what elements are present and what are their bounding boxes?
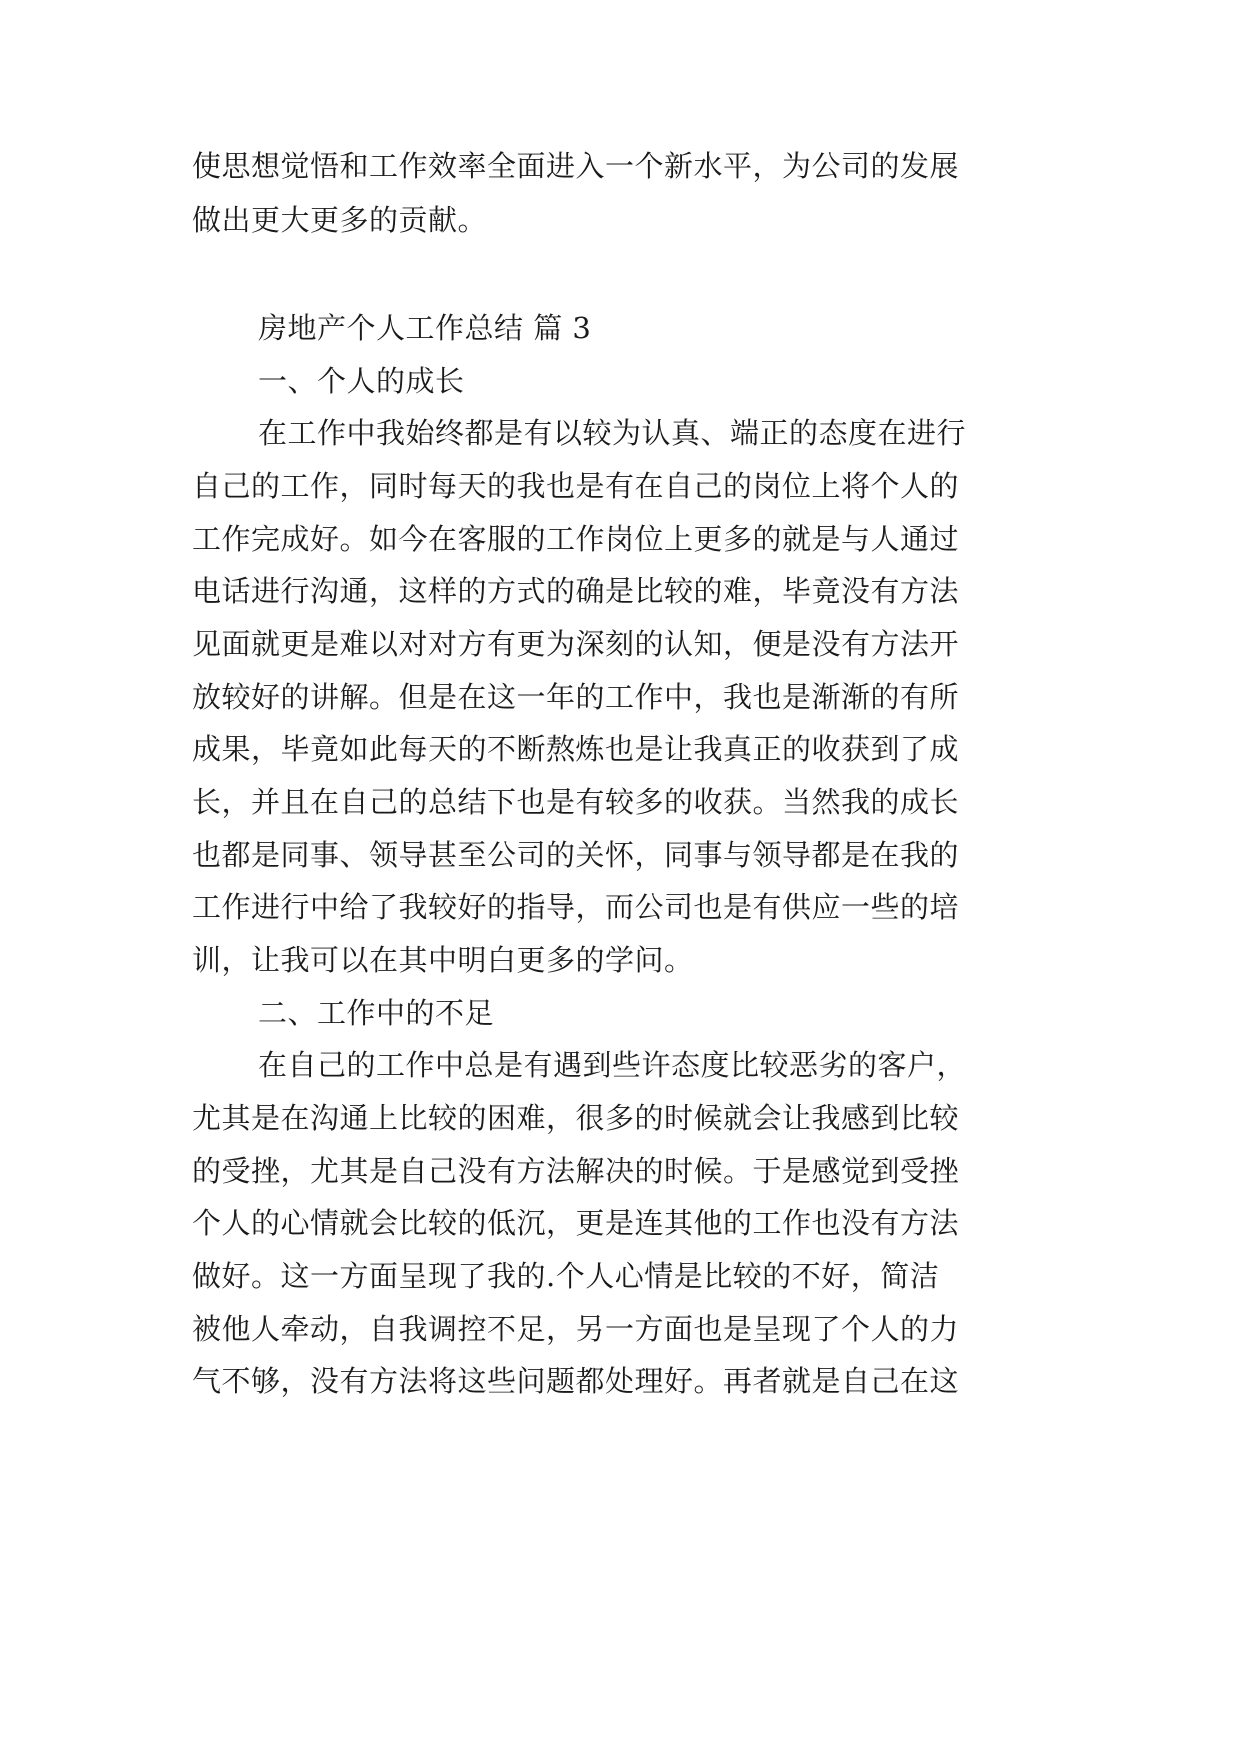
part1-line-4: 电话进行沟通，这样的方式的确是比较的难，毕竟没有方法 xyxy=(192,574,960,608)
part1-line-11: 训，让我可以在其中明白更多的学问。 xyxy=(192,943,694,977)
intro-line-2: 做出更大更多的贡献。 xyxy=(192,203,488,237)
section-title: 房地产个人工作总结 篇 3 xyxy=(258,311,592,345)
part2-line-1: 在自己的工作中总是有遇到些许态度比较恶劣的客户， xyxy=(258,1048,967,1082)
part2-line-7: 气不够，没有方法将这些问题都处理好。再者就是自己在这 xyxy=(192,1364,960,1398)
part2-line-4: 个人的心情就会比较的低沉，更是连其他的工作也没有方法 xyxy=(192,1206,960,1240)
part1-line-2: 自己的工作，同时每天的我也是有在自己的岗位上将个人的 xyxy=(192,469,960,503)
part1-line-7: 成果，毕竟如此每天的不断熬炼也是让我真正的收获到了成 xyxy=(192,732,960,766)
part2-line-2: 尤其是在沟通上比较的困难，很多的时候就会让我感到比较 xyxy=(192,1101,960,1135)
intro-line-1: 使思想觉悟和工作效率全面进入一个新水平，为公司的发展 xyxy=(192,149,960,183)
part1-line-6: 放较好的讲解。但是在这一年的工作中，我也是渐渐的有所 xyxy=(192,680,960,714)
part1-line-5: 见面就更是难以对对方有更为深刻的认知，便是没有方法开 xyxy=(192,627,960,661)
part1-line-9: 也都是同事、领导甚至公司的关怀，同事与领导都是在我的 xyxy=(192,838,960,872)
part2-line-6: 被他人牵动，自我调控不足，另一方面也是呈现了个人的力 xyxy=(192,1312,960,1346)
part1-line-1: 在工作中我始终都是有以较为认真、端正的态度在进行 xyxy=(258,416,967,450)
part2-heading: 二、工作中的不足 xyxy=(258,996,495,1030)
part1-heading: 一、个人的成长 xyxy=(258,364,465,398)
part2-line-3: 的受挫，尤其是自己没有方法解决的时候。于是感觉到受挫 xyxy=(192,1154,960,1188)
part1-line-8: 长，并且在自己的总结下也是有较多的收获。当然我的成长 xyxy=(192,785,960,819)
part1-line-3: 工作完成好。如今在客服的工作岗位上更多的就是与人通过 xyxy=(192,522,960,556)
part1-line-10: 工作进行中给了我较好的指导，而公司也是有供应一些的培 xyxy=(192,890,960,924)
part2-line-5: 做好。这一方面呈现了我的.个人心情是比较的不好，简洁 xyxy=(192,1259,940,1293)
